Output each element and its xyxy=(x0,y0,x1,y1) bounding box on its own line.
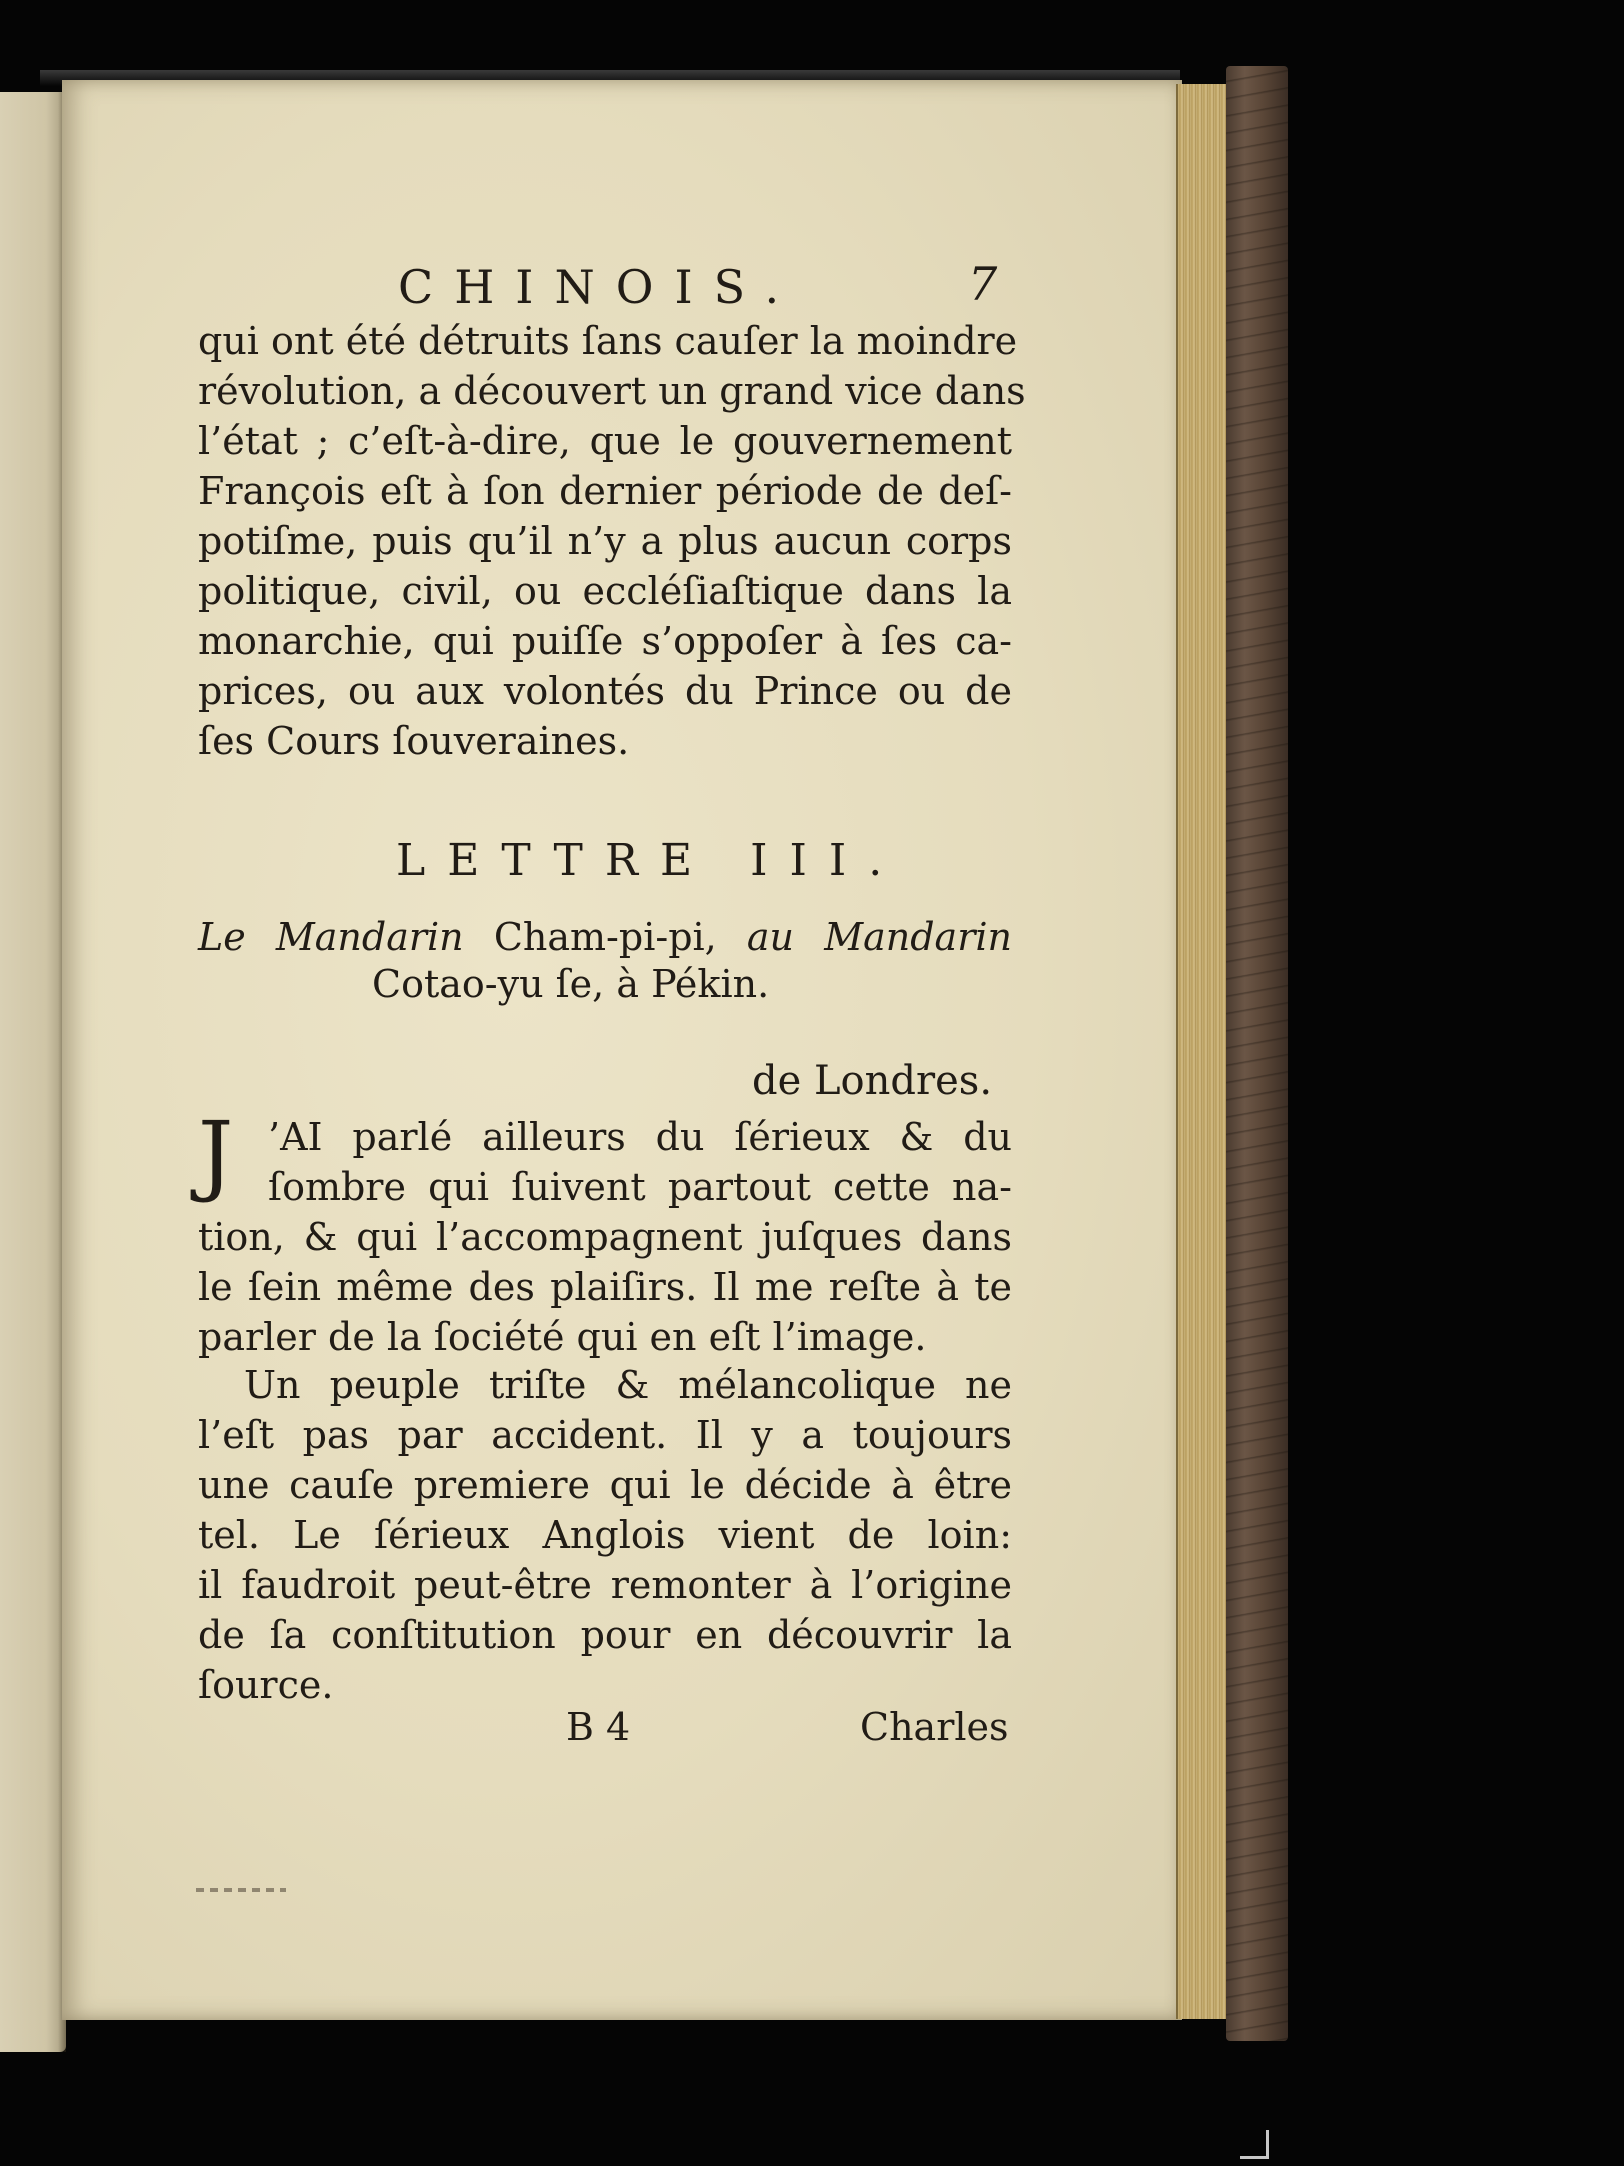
letter-subtitle-line-1 xyxy=(198,912,1012,962)
left-page-edge xyxy=(0,92,66,2052)
book-cover-edge xyxy=(1226,66,1288,2041)
text-line: potiſme, puis qu’il n’y a plus aucun corps xyxy=(198,519,1012,563)
signature-mark: B 4 xyxy=(566,1705,631,1749)
text-line: ſource. xyxy=(198,1663,334,1707)
text-line: ’AI parlé ailleurs du ſérieux & du xyxy=(268,1115,1012,1159)
letter-heading: LETTRE III. xyxy=(396,835,905,886)
page-block-edges xyxy=(1176,84,1230,2019)
text-line: le ſein même des plaiſirs. Il me reſte à te xyxy=(198,1265,1012,1309)
text-line: l’état ; c’eſt-à-dire, que le gouvernement xyxy=(198,419,1012,463)
text-line: révolution, a découvert un grand vice dans xyxy=(198,369,1026,413)
subtitle-title-2: Mandarin xyxy=(824,915,1012,959)
text-line: de ſa conſtitution pour en découvrir la xyxy=(198,1613,1012,1657)
text-line: monarchie, qui puiſſe s’oppoſer à ſes ca- xyxy=(198,619,1012,663)
subtitle-preposition: au xyxy=(746,915,795,959)
text-line: ſombre qui ſuivent partout cette na- xyxy=(268,1165,1012,1209)
subtitle-title-1: Le Mandarin xyxy=(198,915,464,959)
letter-place: de Londres. xyxy=(752,1058,993,1104)
text-line: parler de la ſociété qui en eſt l’image. xyxy=(198,1315,927,1359)
text-line: qui ont été détruits ſans cauſer la moindre xyxy=(198,319,1018,363)
text-line: François eſt à ſon dernier période de deſ- xyxy=(198,469,1012,513)
text-line: une cauſe premiere qui le décide à être xyxy=(198,1463,1012,1507)
page-number: 7 xyxy=(968,257,998,311)
letter-subtitle-line-2: Cotao-yu ſe, à Pékin. xyxy=(372,962,770,1006)
text-line: l’eſt pas par accident. Il y a toujours xyxy=(198,1413,1012,1457)
running-title: CHINOIS. xyxy=(398,260,801,314)
text-line: politique, civil, ou eccléſiaſtique dans la xyxy=(198,569,1012,613)
catchword: Charles xyxy=(860,1705,1009,1749)
text-line: Un peuple triſte & mélancolique ne xyxy=(244,1363,1012,1407)
text-line: ſes Cours ſouveraines. xyxy=(198,719,630,763)
subtitle-sender: Cham-pi-pi, xyxy=(493,915,717,959)
text-line: prices, ou aux volontés du Prince ou de xyxy=(198,669,1012,713)
text-line: tion, & qui l’accompagnent juſques dans xyxy=(198,1215,1012,1259)
text-line: il faudroit peut-être remonter à l’origine xyxy=(198,1563,1012,1607)
ink-smudge xyxy=(196,1888,286,1892)
text-line: tel. Le ſérieux Anglois vient de loin: xyxy=(198,1513,1012,1557)
drop-cap: J xyxy=(198,1102,234,1205)
crop-corner-mark xyxy=(1240,2130,1269,2159)
